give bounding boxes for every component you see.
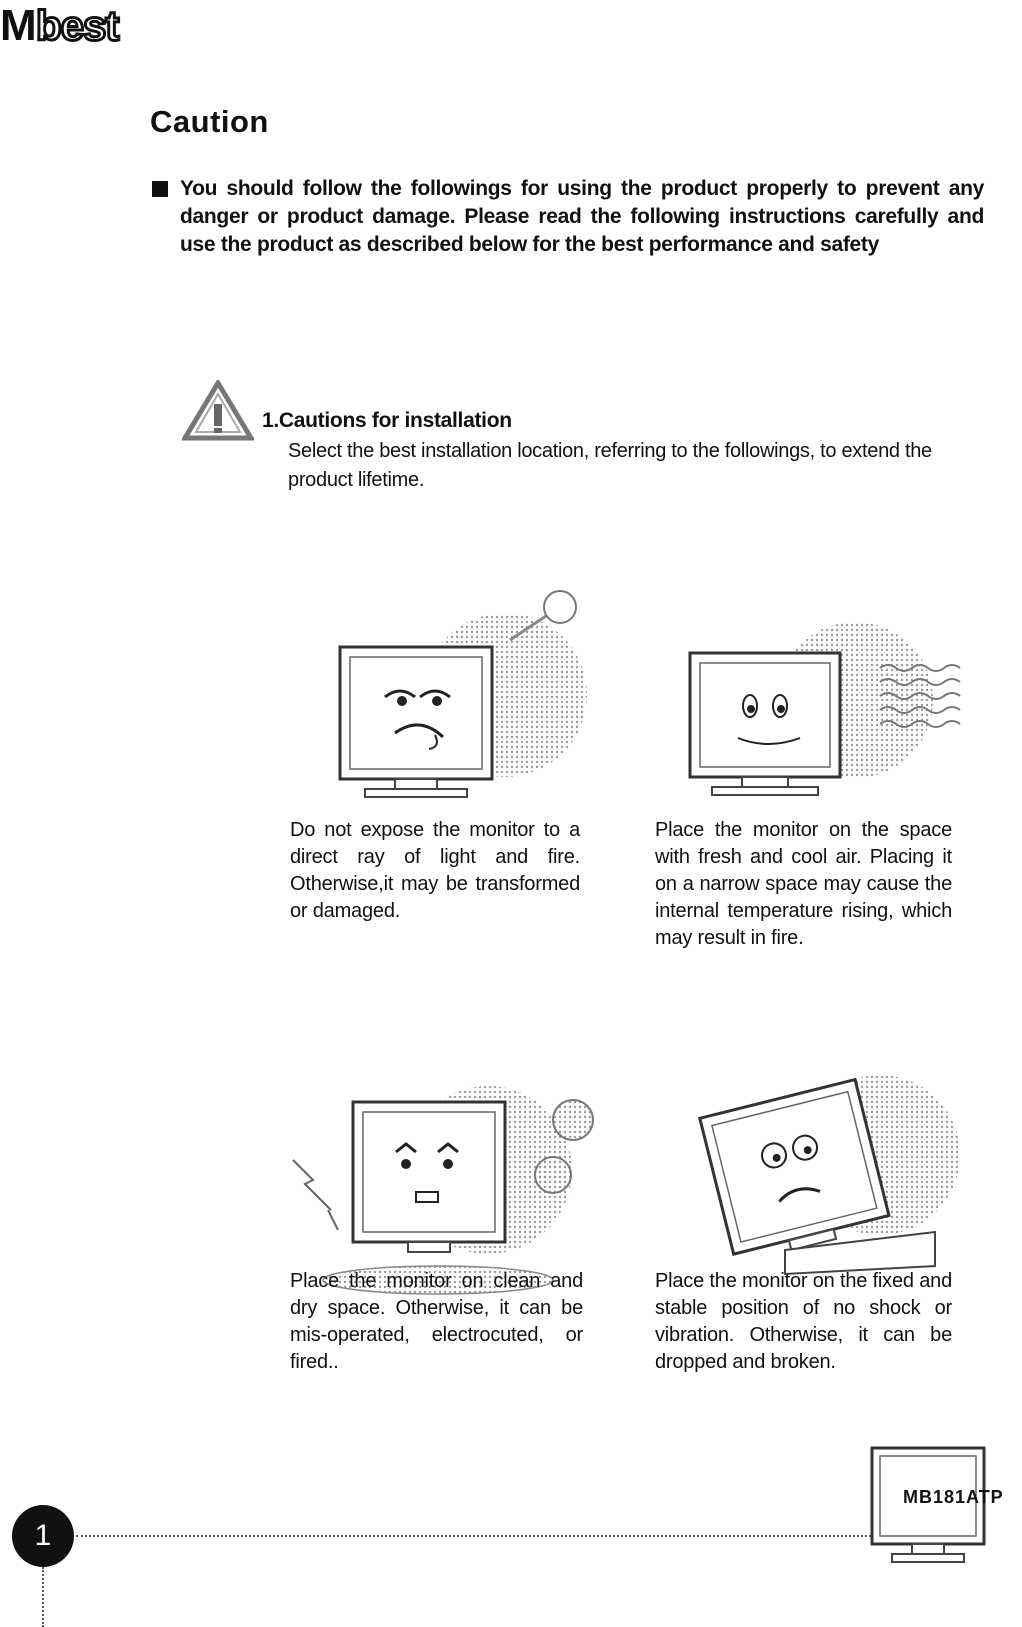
section-description: Select the best installation location, referring to the followings, to extend the product lifetime.	[288, 440, 932, 491]
bullet-square-icon	[152, 181, 168, 197]
monitor-sun-fire-illustration	[320, 585, 600, 800]
mbest-logo	[0, 2, 150, 48]
footer-dotted-line	[76, 1535, 871, 1537]
caution-text-3: Place the monitor on clean and dry space. Otherwise, it can be mis-operated, electrocuted, or fired..	[290, 1270, 583, 1373]
intro-text: You should follow the followings for using the product properly to prevent any danger or product damage. Please read the following instructions carefully and use the product as described below for the best performance and safety	[180, 177, 984, 256]
monitor-fresh-air-illustration	[680, 618, 970, 808]
monitor-tilted-illustration	[690, 1060, 970, 1295]
svg-text:best: best	[36, 2, 119, 48]
model-label: MB181ATP	[903, 1487, 1004, 1507]
page-title: Caution	[150, 104, 269, 139]
intro-block	[152, 175, 984, 259]
section-title: 1.Cautions for installation	[262, 409, 512, 432]
footer-dotted-vertical-line	[42, 1567, 44, 1627]
caution-text-2: Place the monitor on the space with fresh and cool air. Placing it on a narrow space may cause the internal temperature rising, which may result in fire.	[655, 819, 952, 949]
page-number: 1	[12, 1505, 74, 1567]
caution-text-1: Do not expose the monitor to a direct ray of light and fire. Otherwise,it may be transformed or damaged.	[290, 819, 580, 922]
svg-text:M: M	[0, 2, 35, 48]
monitor-wet-spark-illustration	[288, 1080, 608, 1300]
warning-triangle-icon	[182, 380, 254, 442]
caution-text-4: Place the monitor on the fixed and stable position of no shock or vibration. Otherwise, it can be dropped and broken.	[655, 1270, 952, 1373]
footer-monitor-icon	[870, 1446, 1022, 1576]
